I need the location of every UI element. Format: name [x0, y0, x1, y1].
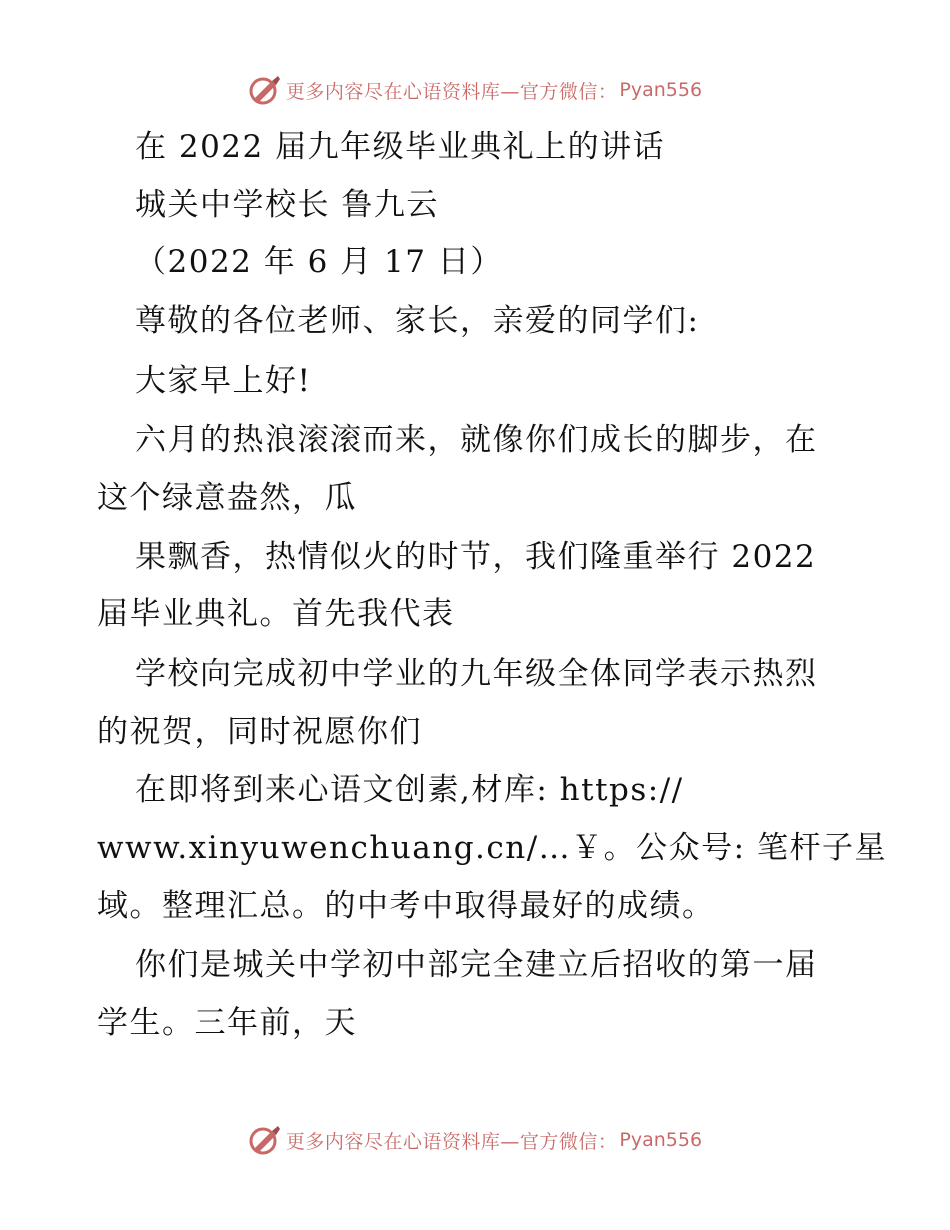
paragraph-line: 你们是城关中学初中部完全建立后招收的第一届: [135, 947, 818, 983]
paragraph-line: 学校向完成初中学业的九年级全体同学表示热烈: [135, 656, 818, 692]
watermark-footer: [0, 1120, 950, 1160]
paragraph-line: 果飘香，热情似火的时节，我们隆重举行 2022: [135, 539, 817, 575]
paragraph-line: 在即将到来心语文创素,材库: https://: [135, 772, 684, 808]
ribbon-pen-icon: [248, 1123, 282, 1157]
date-line: （2022 年 6 月 17 日）: [135, 244, 503, 280]
paragraph-line: 六月的热浪滚滚而来，就像你们成长的脚步，在: [135, 422, 818, 458]
watermark-header: [0, 70, 950, 110]
watermark-text: 更多内容尽在心语资料库—官方微信：: [285, 80, 618, 103]
watermark-wechat-id: Pyan556: [619, 1129, 703, 1151]
speech-title: 在 2022 届九年级毕业典礼上的讲话: [135, 129, 666, 165]
greeting: 大家早上好!: [135, 363, 312, 399]
paragraph-line: 的祝贺，同时祝愿你们: [97, 714, 422, 750]
paragraph-line: 届毕业典礼。首先我代表: [97, 596, 455, 632]
watermark-text: 更多内容尽在心语资料库—官方微信：: [285, 1130, 618, 1153]
speaker-line: 城关中学校长 鲁九云: [135, 187, 439, 223]
salutation: 尊敬的各位老师、家长，亲爱的同学们:: [135, 303, 700, 339]
ribbon-pen-icon: [248, 73, 282, 107]
paragraph-line: 域。整理汇总。的中考中取得最好的成绩。: [97, 888, 715, 924]
paragraph-line: 学生。三年前，天: [97, 1005, 357, 1041]
watermark-wechat-id: Pyan556: [619, 79, 703, 101]
paragraph-line: 这个绿意盎然，瓜: [97, 480, 357, 516]
paragraph-line: www.xinyuwenchuang.cn/…￥。公众号: 笔杆子星: [97, 830, 887, 866]
